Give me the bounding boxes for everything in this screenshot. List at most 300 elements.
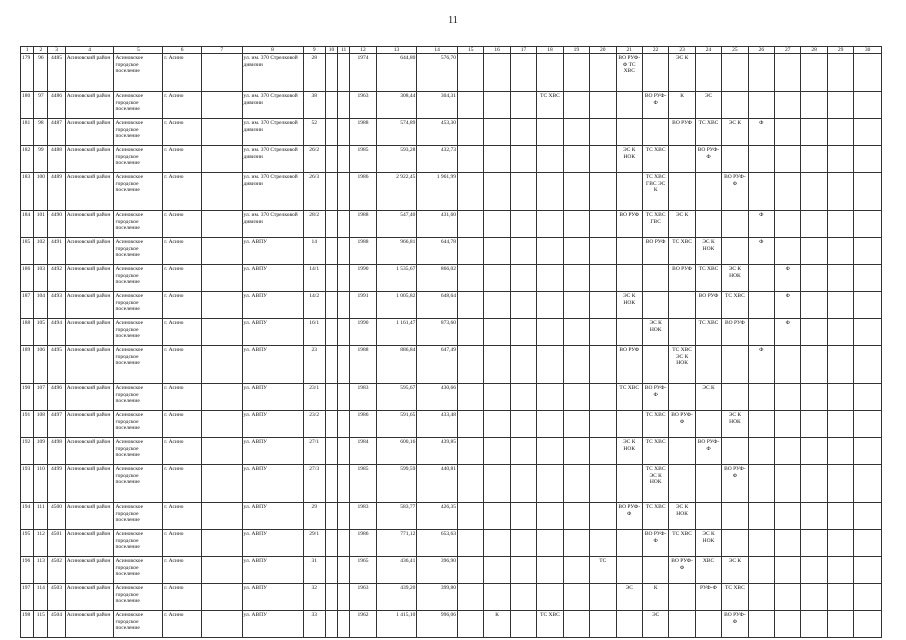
table-cell: [748, 292, 774, 319]
table-cell: [563, 292, 589, 319]
table-cell: 396,90: [417, 557, 458, 584]
table-cell: 644,80: [376, 54, 417, 92]
table-cell: [457, 54, 483, 92]
table-cell: 1985: [350, 146, 376, 173]
table-cell: [775, 384, 801, 411]
table-row: [21, 346, 882, 384]
table-cell: [801, 54, 827, 92]
table-cell: [201, 211, 242, 238]
table-cell: 4496: [48, 384, 65, 411]
table-cell: [722, 211, 748, 238]
table-cell: [537, 411, 563, 438]
table-cell: [537, 54, 563, 92]
table-cell: [775, 119, 801, 146]
table-cell: 112: [34, 530, 48, 557]
column-header: 6: [163, 47, 202, 54]
table-cell: 189: [21, 346, 34, 384]
table-cell: [827, 265, 853, 292]
table-cell: Асиновское городское поселение: [114, 292, 163, 319]
table-cell: 653,63: [417, 530, 458, 557]
table-cell: Асиновский район: [65, 319, 114, 346]
table-cell: 1 415,10: [376, 611, 417, 638]
table-cell: Асиновское городское поселение: [114, 465, 163, 503]
table-cell: Асиновский район: [65, 238, 114, 265]
table-row: [21, 530, 882, 557]
table-cell: 1963: [350, 584, 376, 611]
table-cell: Асиновский район: [65, 438, 114, 465]
table-cell: [325, 238, 337, 265]
table-cell: [854, 611, 882, 638]
table-cell: 1991: [350, 292, 376, 319]
table-cell: [201, 173, 242, 211]
table-cell: ВО РУФ-Ф: [642, 530, 668, 557]
table-cell: 430,66: [417, 384, 458, 411]
table-cell: г. Асино: [163, 119, 202, 146]
table-cell: [325, 557, 337, 584]
table-cell: 304,31: [417, 92, 458, 119]
table-cell: [537, 211, 563, 238]
table-cell: [484, 411, 510, 438]
table-cell: [827, 530, 853, 557]
table-cell: 1986: [350, 173, 376, 211]
table-cell: [325, 92, 337, 119]
table-cell: 26/3: [303, 173, 325, 211]
table-cell: [201, 530, 242, 557]
table-cell: 599,59: [376, 465, 417, 503]
table-cell: [748, 146, 774, 173]
table-cell: [748, 611, 774, 638]
table-cell: [510, 411, 536, 438]
table-cell: [563, 503, 589, 530]
table-cell: [801, 173, 827, 211]
table-cell: [338, 173, 350, 211]
table-cell: [201, 411, 242, 438]
column-header: 10: [325, 47, 337, 54]
table-cell: [537, 146, 563, 173]
table-cell: ТС ХВС: [642, 146, 668, 173]
table-cell: 433,48: [417, 411, 458, 438]
table-cell: ТС ХВС: [642, 438, 668, 465]
table-cell: [457, 238, 483, 265]
table-cell: [510, 173, 536, 211]
table-cell: [748, 319, 774, 346]
table-cell: [510, 319, 536, 346]
table-cell: ЭС К: [722, 557, 748, 584]
table-cell: [854, 438, 882, 465]
table-cell: [537, 292, 563, 319]
table-cell: 1 005,82: [376, 292, 417, 319]
column-header: 24: [695, 47, 721, 54]
table-cell: ул. им. 370 Стрелковой дивизии: [242, 92, 303, 119]
table-cell: [590, 611, 616, 638]
table-cell: ЭС К: [669, 54, 695, 92]
table-cell: 4492: [48, 265, 65, 292]
table-cell: ЭС К НОК: [722, 411, 748, 438]
table-cell: ул. АВПУ: [242, 584, 303, 611]
table-cell: [325, 346, 337, 384]
table-cell: [537, 346, 563, 384]
table-cell: г. Асино: [163, 411, 202, 438]
table-cell: ВО РУФ-Ф: [722, 465, 748, 503]
table-cell: 591,65: [376, 411, 417, 438]
table-cell: Ф: [748, 119, 774, 146]
table-cell: ул. АВПУ: [242, 238, 303, 265]
column-header: 11: [338, 47, 350, 54]
table-cell: 1965: [350, 557, 376, 584]
table-cell: [510, 265, 536, 292]
table-cell: Асиновское городское поселение: [114, 173, 163, 211]
table-cell: [590, 292, 616, 319]
table-cell: г. Асино: [163, 238, 202, 265]
table-row: [21, 319, 882, 346]
table-cell: ВО РУФ-Ф: [722, 173, 748, 211]
table-cell: [563, 173, 589, 211]
table-cell: Асиновское городское поселение: [114, 119, 163, 146]
table-cell: Асиновский район: [65, 503, 114, 530]
table-cell: [827, 173, 853, 211]
table-cell: [325, 384, 337, 411]
table-cell: [201, 146, 242, 173]
table-cell: [827, 557, 853, 584]
table-cell: [854, 292, 882, 319]
table-cell: 104: [34, 292, 48, 319]
table-cell: 186: [21, 265, 34, 292]
table-cell: [775, 530, 801, 557]
table-cell: [484, 503, 510, 530]
table-cell: [748, 557, 774, 584]
table-cell: 4503: [48, 584, 65, 611]
column-header: 25: [722, 47, 748, 54]
table-cell: 180: [21, 92, 34, 119]
table-cell: [775, 54, 801, 92]
table-cell: ТС ХВС ЭС К НОК: [669, 346, 695, 384]
column-header: 26: [748, 47, 774, 54]
table-cell: 1990: [350, 265, 376, 292]
table-cell: ул. им. 370 Стрелковой дивизии: [242, 119, 303, 146]
table-cell: ЭС: [642, 611, 668, 638]
table-cell: 192: [21, 438, 34, 465]
table-cell: 29: [303, 503, 325, 530]
table-cell: 14: [303, 238, 325, 265]
table-cell: [748, 438, 774, 465]
table-cell: Асиновское городское поселение: [114, 411, 163, 438]
table-cell: ул. АВПУ: [242, 465, 303, 503]
table-cell: [510, 584, 536, 611]
table-cell: ВО РУФ-Ф: [642, 384, 668, 411]
table-cell: [854, 530, 882, 557]
table-cell: [854, 557, 882, 584]
column-header: 7: [201, 47, 242, 54]
table-cell: [484, 211, 510, 238]
table-cell: 4485: [48, 54, 65, 92]
table-cell: ул. АВПУ: [242, 411, 303, 438]
table-cell: 99: [34, 146, 48, 173]
table-cell: [457, 211, 483, 238]
table-cell: [669, 292, 695, 319]
table-cell: 97: [34, 92, 48, 119]
table-cell: г. Асино: [163, 557, 202, 584]
table-cell: 4497: [48, 411, 65, 438]
table-cell: [590, 503, 616, 530]
table-cell: ул. АВПУ: [242, 319, 303, 346]
table-cell: [590, 530, 616, 557]
table-cell: 27/1: [303, 438, 325, 465]
table-cell: [590, 346, 616, 384]
table-cell: ТС ХВС ГВС: [642, 211, 668, 238]
column-header: 28: [801, 47, 827, 54]
table-cell: ВО РУФ-Ф: [695, 438, 721, 465]
table-cell: [854, 92, 882, 119]
table-cell: 182: [21, 146, 34, 173]
table-cell: [695, 503, 721, 530]
table-cell: [801, 119, 827, 146]
table-cell: 114: [34, 584, 48, 611]
table-cell: 431,60: [417, 211, 458, 238]
table-cell: [457, 146, 483, 173]
table-cell: [484, 530, 510, 557]
table-row: [21, 611, 882, 638]
table-cell: [510, 465, 536, 503]
table-cell: 107: [34, 384, 48, 411]
table-cell: [563, 611, 589, 638]
table-cell: г. Асино: [163, 611, 202, 638]
table-cell: Асиновское городское поселение: [114, 503, 163, 530]
table-cell: [563, 411, 589, 438]
table-cell: [338, 530, 350, 557]
table-cell: [563, 346, 589, 384]
table-cell: [775, 611, 801, 638]
table-cell: [827, 384, 853, 411]
table-cell: 23/2: [303, 411, 325, 438]
table-cell: ТС ХВС ЭС К НОК: [642, 465, 668, 503]
table-cell: ТС ХВС: [537, 92, 563, 119]
table-cell: [748, 584, 774, 611]
table-cell: [338, 503, 350, 530]
table-cell: ЭС К: [722, 119, 748, 146]
table-cell: 110: [34, 465, 48, 503]
table-cell: [201, 292, 242, 319]
table-cell: г. Асино: [163, 584, 202, 611]
table-cell: ул. АВПУ: [242, 503, 303, 530]
table-cell: 583,77: [376, 503, 417, 530]
table-cell: 866,02: [417, 265, 458, 292]
table-cell: [325, 438, 337, 465]
table-cell: [775, 346, 801, 384]
table-cell: ВО РУФ-Ф: [669, 557, 695, 584]
table-cell: [642, 54, 668, 92]
table-cell: [854, 173, 882, 211]
table-cell: [325, 503, 337, 530]
table-cell: г. Асино: [163, 530, 202, 557]
table-cell: 432,73: [417, 146, 458, 173]
table-cell: [484, 384, 510, 411]
table-cell: [616, 557, 642, 584]
table-cell: [325, 530, 337, 557]
table-cell: ул. им. 370 Стрелковой дивизии: [242, 146, 303, 173]
table-cell: [457, 557, 483, 584]
table-cell: ВО РУФ: [695, 292, 721, 319]
table-cell: [484, 146, 510, 173]
table-cell: [563, 384, 589, 411]
table-cell: ТС ХВС: [642, 411, 668, 438]
table-cell: [484, 319, 510, 346]
table-cell: 440,81: [417, 465, 458, 503]
column-header: 14: [417, 47, 458, 54]
table-cell: Асиновское городское поселение: [114, 346, 163, 384]
table-cell: [457, 530, 483, 557]
table-cell: 1 161,47: [376, 319, 417, 346]
table-cell: г. Асино: [163, 346, 202, 384]
table-cell: [325, 465, 337, 503]
table-cell: [457, 584, 483, 611]
table-cell: [722, 146, 748, 173]
table-cell: [484, 238, 510, 265]
table-cell: [801, 530, 827, 557]
table-cell: 1988: [350, 238, 376, 265]
table-cell: 111: [34, 503, 48, 530]
table-row: [21, 292, 882, 319]
column-header: 5: [114, 47, 163, 54]
table-cell: [201, 54, 242, 92]
table-cell: г. Асино: [163, 92, 202, 119]
table-cell: [775, 211, 801, 238]
table-cell: 188: [21, 319, 34, 346]
table-cell: [827, 146, 853, 173]
table-cell: РУФ-Ф: [695, 584, 721, 611]
table-cell: 1986: [350, 411, 376, 438]
table-cell: 574,89: [376, 119, 417, 146]
table-cell: г. Асино: [163, 384, 202, 411]
table-cell: [695, 346, 721, 384]
table-cell: ТС ХВС: [722, 292, 748, 319]
table-cell: 1988: [350, 346, 376, 384]
table-cell: Асиновское городское поселение: [114, 319, 163, 346]
table-cell: [801, 92, 827, 119]
table-cell: [201, 438, 242, 465]
table-cell: [338, 611, 350, 638]
table-cell: [338, 211, 350, 238]
table-cell: ТС ХВС: [695, 119, 721, 146]
table-cell: [722, 54, 748, 92]
table-cell: [457, 438, 483, 465]
table-cell: Асиновский район: [65, 384, 114, 411]
table-cell: [801, 465, 827, 503]
table-cell: [616, 92, 642, 119]
table-row: [21, 503, 882, 530]
table-cell: [201, 346, 242, 384]
table-cell: [801, 211, 827, 238]
table-row: [21, 438, 882, 465]
table-cell: [510, 557, 536, 584]
table-cell: [484, 465, 510, 503]
table-cell: [457, 346, 483, 384]
table-cell: ул. АВПУ: [242, 611, 303, 638]
table-cell: К: [669, 92, 695, 119]
table-cell: [510, 238, 536, 265]
table-cell: 4487: [48, 119, 65, 146]
table-cell: ул. АВПУ: [242, 557, 303, 584]
table-cell: Ф: [748, 211, 774, 238]
table-cell: 1 961,99: [417, 173, 458, 211]
table-cell: [775, 438, 801, 465]
table-cell: 16/1: [303, 319, 325, 346]
table-cell: [827, 292, 853, 319]
table-cell: 113: [34, 557, 48, 584]
table-row: [21, 411, 882, 438]
table-cell: [722, 384, 748, 411]
table-cell: [325, 584, 337, 611]
table-cell: 1985: [350, 465, 376, 503]
table-cell: [201, 319, 242, 346]
table-cell: [338, 438, 350, 465]
table-cell: [801, 146, 827, 173]
table-cell: [695, 211, 721, 238]
table-cell: [854, 319, 882, 346]
table-cell: [616, 173, 642, 211]
table-cell: Асиновское городское поселение: [114, 211, 163, 238]
table-cell: ЭС: [616, 584, 642, 611]
table-cell: К: [642, 584, 668, 611]
table-cell: [537, 584, 563, 611]
column-header: 30: [854, 47, 882, 54]
table-cell: [748, 384, 774, 411]
table-cell: 108: [34, 411, 48, 438]
table-row: [21, 92, 882, 119]
table-cell: 996,06: [417, 611, 458, 638]
table-cell: ВО РУФ-Ф: [616, 503, 642, 530]
table-cell: [854, 238, 882, 265]
table-cell: [325, 411, 337, 438]
table-cell: 2 922,45: [376, 173, 417, 211]
table-cell: [537, 384, 563, 411]
table-cell: [338, 54, 350, 92]
table-cell: [827, 411, 853, 438]
table-cell: Асиновский район: [65, 146, 114, 173]
table-cell: [457, 173, 483, 211]
table-cell: [748, 411, 774, 438]
table-cell: [775, 503, 801, 530]
table-cell: [537, 530, 563, 557]
table-cell: [722, 530, 748, 557]
table-cell: ТС ХВС: [695, 319, 721, 346]
table-cell: [801, 503, 827, 530]
table-row: [21, 173, 882, 211]
table-cell: 14/2: [303, 292, 325, 319]
table-cell: 23: [303, 346, 325, 384]
table-cell: [484, 54, 510, 92]
table-cell: Асиновский район: [65, 411, 114, 438]
table-cell: [695, 465, 721, 503]
table-cell: [537, 173, 563, 211]
table-cell: г. Асино: [163, 438, 202, 465]
column-header: 29: [827, 47, 853, 54]
column-header: 3: [48, 47, 65, 54]
table-cell: 4502: [48, 557, 65, 584]
table-cell: Асиновский район: [65, 119, 114, 146]
table-cell: [510, 503, 536, 530]
table-cell: Асиновское городское поселение: [114, 146, 163, 173]
table-cell: [325, 265, 337, 292]
table-cell: [854, 584, 882, 611]
table-cell: 4491: [48, 238, 65, 265]
table-cell: [642, 557, 668, 584]
table-cell: [669, 584, 695, 611]
column-header: 2: [34, 47, 48, 54]
table-cell: Асиновское городское поселение: [114, 54, 163, 92]
table-cell: [590, 384, 616, 411]
table-cell: [695, 411, 721, 438]
table-cell: [563, 465, 589, 503]
